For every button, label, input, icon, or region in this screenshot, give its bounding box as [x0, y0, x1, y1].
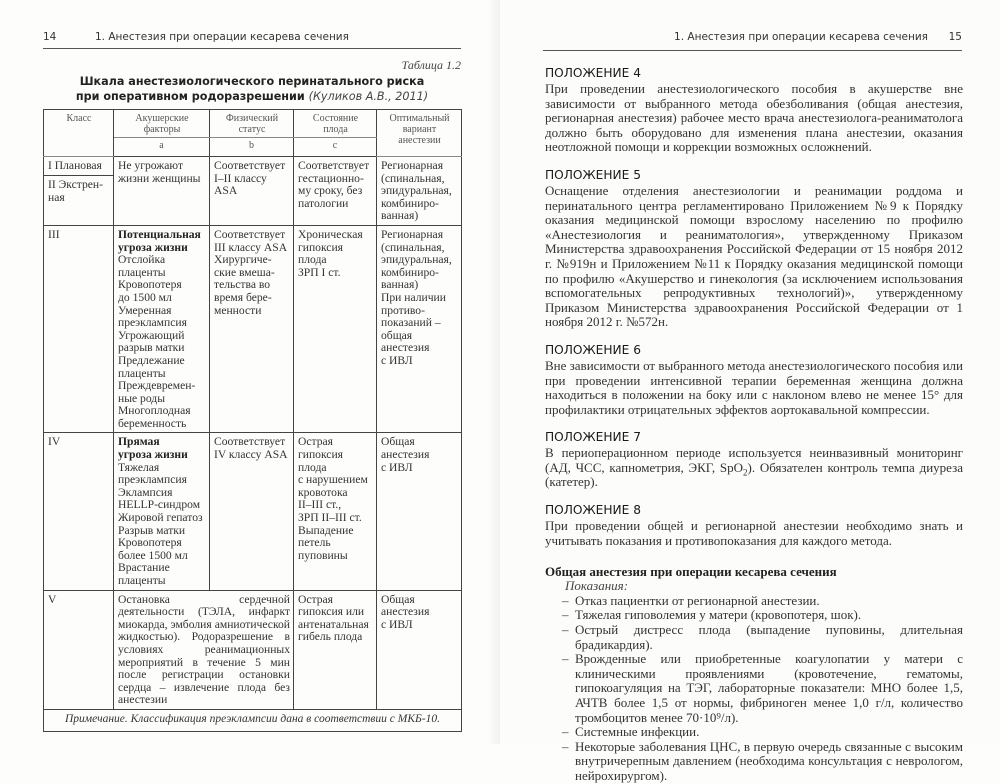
section-text: При проведении анестезиологического пособия в акушерстве вне зависимости от выбранного метода обезболивания (общая анестезия, регионарная анестезия) рабочее место врача анестезиолога-реаниматолога должно быть оборудовано для изменения плана анестезии, оказания неотложной помощи и коррекции возможных осложнений. — [545, 81, 963, 155]
class-cell: I Плановая — [44, 157, 114, 176]
header-fetal: Состояние плода — [294, 110, 377, 138]
section-6 — [545, 343, 963, 417]
page-number: 15 — [948, 31, 962, 43]
anesthesia-cell: Общая анестезия с ИВЛ — [377, 433, 462, 590]
left-page — [0, 0, 500, 744]
risk-level: Потенциальная угроза жизни — [118, 227, 201, 254]
table-row — [44, 590, 462, 709]
indications-list — [545, 594, 963, 784]
table-row — [44, 225, 462, 433]
fetal-cell: Соответствует гестационно- му сроку, без патологии — [294, 157, 377, 226]
subheader-c: c — [294, 138, 377, 157]
risk-level: Прямая угроза жизни — [118, 435, 188, 462]
class-cell: V — [44, 590, 114, 709]
list-item: – Отказ пациентки от регионарной анестезии. — [562, 594, 963, 609]
right-page — [500, 0, 1000, 783]
header-obstetric: Акушерские факторы — [114, 110, 210, 138]
running-header: 1. Анестезия при операции кесарева сечения — [95, 31, 349, 43]
class-cell: IV — [44, 433, 114, 590]
header-rule — [43, 48, 461, 49]
table-row — [44, 433, 462, 590]
subheader-b: b — [210, 138, 294, 157]
section-4 — [545, 66, 963, 155]
right-page-content — [545, 66, 963, 784]
fetal-cell: Острая гипоксия плода с нарушением кровотока II–III ст., ЗРП II–III ст. Выпадение петель пуповины — [294, 433, 377, 590]
subheader-a: a — [114, 138, 210, 157]
indications-label: Показания: — [565, 578, 629, 594]
section-7 — [545, 430, 963, 490]
table-note: Примечание. Классификация преэклампсии дана в соответствии с МКБ-10. — [44, 709, 462, 731]
section-text — [545, 446, 963, 490]
table-title — [43, 74, 461, 104]
list-item: – Острый дистресс плода (выпадение пуповины, длительная брадикардия). — [562, 623, 963, 652]
list-item: – Тяжелая гиповолемия у матери (кровопотеря, шок). — [562, 608, 963, 623]
table-title-text: Шкала анестезиологического перинатального риска при оперативном родоразрешении — [75, 75, 425, 103]
text-part: ). Обязателен контроль темпа диуреза (катетер). — [545, 459, 963, 490]
table-block — [43, 58, 461, 732]
anesthesia-cell: Регионарная (спинальная, эпидуральная, комбиниро- ванная) При наличии противо- показаний – общая анестезия с ИВЛ — [377, 225, 462, 433]
section-5 — [545, 168, 963, 330]
risk-scale-table — [43, 109, 462, 732]
section-heading: ПОЛОЖЕНИЕ 8 — [545, 503, 641, 518]
header-anesthesia: Оптимальный вариант анестезии — [377, 110, 462, 157]
section-text: При проведении общей и регионарной анестезии необходимо знать и учитывать показания и противопоказания для каждого метода. — [545, 518, 963, 548]
obstetric-cell — [114, 225, 210, 433]
section-heading: ПОЛОЖЕНИЕ 5 — [545, 167, 641, 182]
table-row — [44, 157, 462, 176]
obstetric-cell: Не угрожают жизни женщины — [114, 157, 210, 226]
anesthesia-cell: Общая анестезия с ИВЛ — [377, 590, 462, 709]
subsection-heading: Общая анестезия при операции кесарева сечения — [545, 564, 837, 580]
list-item: – Системные инфекции. — [562, 725, 963, 740]
page-number: 14 — [43, 31, 57, 43]
obstetric-cell — [114, 433, 210, 590]
obstetric-factors: Тяжелая преэклампсия Эклампсия HELLP-синдром Жировой гепатоз Разрыв матки Кровопотеря более 1500 мл Врастание плаценты — [118, 460, 203, 587]
section-heading: ПОЛОЖЕНИЕ 4 — [545, 66, 641, 80]
subscript: 2 — [742, 467, 748, 478]
section-text: Оснащение отделения анестезиологии и реанимации роддома и перинатального центра регламентировано Приложением №9 к Порядку оказания медицинской помощи взрослому населению по профилю «Анестезиология и реаниматология», утвержденному Приказом Министерства здравоохранения Российской Федерации от 15 ноября 2012 г. №919н и Приложением №11 к Порядку оказания медицинской помощи по профилю «Акушерство и гинекология (за исключением использования вспомогательных репродуктивных технологий)», утвержденному Приказом Министерства здравоохранения Российской Федерации от 1 ноября 2012 г. №572н. — [545, 182, 963, 330]
list-item: – Врожденные или приобретенные коагулопатии у матери с клиническими проявлениями (кровотечение, гематомы, гипокоагуляция на ТЭГ, лабораторные показатели: МНО более 1,5, АЧТВ более 1,5 от нормы, фибриноген менее 1,0 г/л, количество тромбоцитов менее 70·10⁹/л). — [562, 652, 963, 725]
physical-cell: Соответствует III классу ASA Хирургиче- ские вмеша- тельства во время бере- менности — [210, 225, 294, 433]
general-anesthesia-section — [545, 564, 963, 783]
list-item: – Некоторые заболевания ЦНС, в первую очередь связанные с высоким внутричерепным давлением (необходима консультация с неврологом, нейрохирургом). — [562, 740, 963, 784]
table-label: Таблица 1.2 — [401, 58, 461, 72]
header-class: Класс — [44, 110, 114, 157]
section-heading: ПОЛОЖЕНИЕ 7 — [545, 430, 641, 445]
class-cell: III — [44, 225, 114, 433]
physical-cell: Соответствует IV классу ASA — [210, 433, 294, 590]
header-rule — [543, 50, 962, 51]
class-cell: II Экстрен- ная — [44, 176, 114, 226]
running-header: 1. Анестезия при операции кесарева сечения — [674, 31, 928, 43]
fetal-cell: Острая гипоксия или антенатальная гибель плода — [294, 590, 377, 709]
header-physical: Физический статус — [210, 110, 294, 138]
text-part: В периоперационном периоде используется неинвазивный мониторинг (АД, ЧСС, капнометрия, ЭКГ, SpO — [545, 445, 963, 475]
section-text: Вне зависимости от выбранного метода анестезиологического пособия или при проведении интенсивной терапии беременная женщина должна находиться в положении на боку или с наклоном влево не менее 15° для профилактики отрицательных эффектов аортокавальной компрессии. — [545, 357, 964, 417]
obstetric-factors: Отслойка плаценты Кровопотеря до 1500 мл Умеренная преэклампсия Угрожающий разрыв матки Предлежание плаценты Преждевремен- ные роды Многоплодная беременность — [118, 253, 196, 430]
fetal-cell: Хроническая гипоксия плода ЗРП I ст. — [294, 225, 377, 433]
anesthesia-cell: Регионарная (спинальная, эпидуральная, комбиниро- ванная) — [377, 157, 462, 226]
obstetric-physical-cell: Остановка сердечной деятельности (ТЭЛА, инфаркт миокарда, эмболия амниотической жидкостью). Родоразрешение в условиях реанимационных мероприятий в течение 5 мин после регистрации остановки сердца – извлечение плода без анестезии — [114, 590, 294, 709]
table-source: (Куликов А.В., 2011) — [308, 90, 429, 103]
section-8 — [545, 503, 963, 548]
physical-cell: Соответствует I–II классу ASA — [210, 157, 294, 226]
section-heading: ПОЛОЖЕНИЕ 6 — [545, 342, 641, 357]
